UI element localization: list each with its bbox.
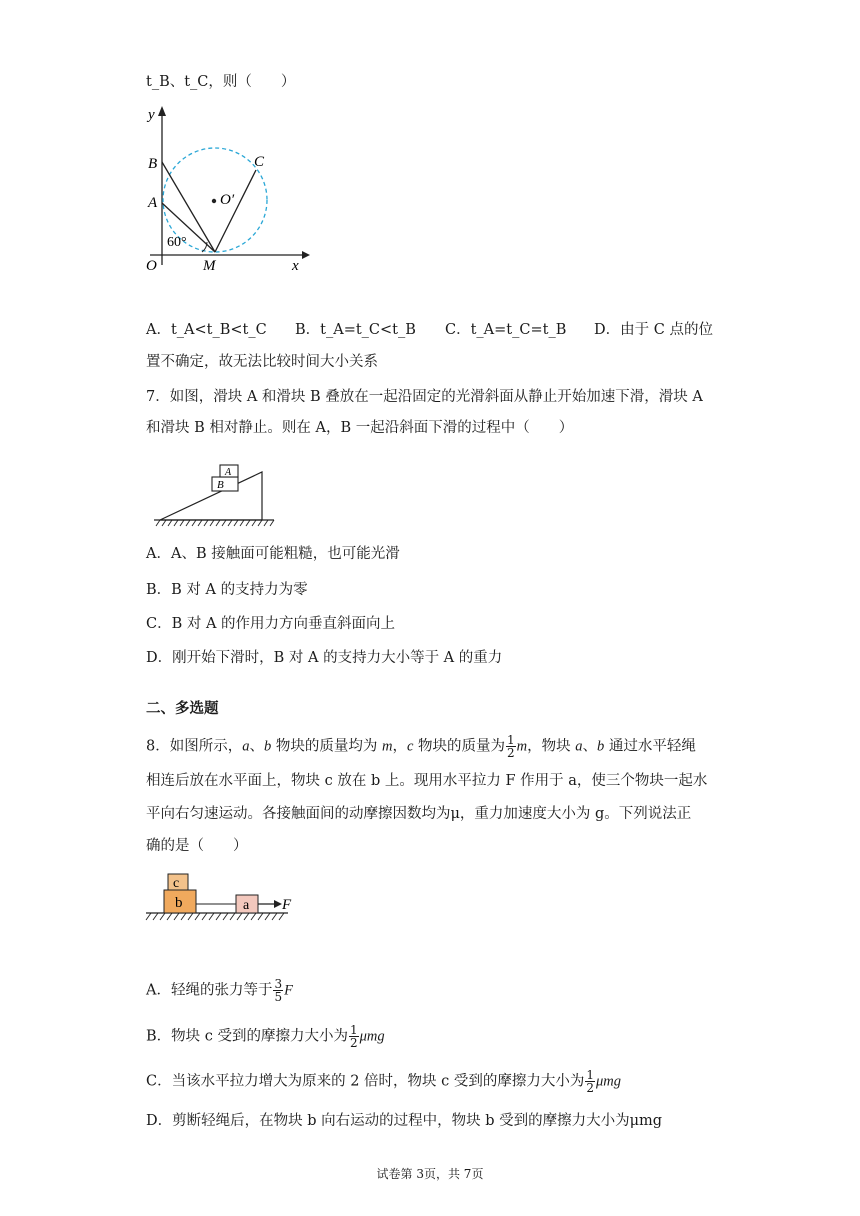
page-footer: 试卷第 3页，共 7页: [376, 1167, 484, 1181]
q8-option-c: [146, 1069, 621, 1094]
ground-hatch: [156, 520, 274, 526]
q8-option-c-var: μmg: [596, 1073, 622, 1090]
label-a: A: [148, 195, 158, 211]
chord-mc: [215, 170, 256, 252]
q7-stem-line1: 7．如图，滑块 A 和滑块 B 叠放在一起沿固定的光滑斜面从静止开始加速下滑，滑块 A: [146, 389, 703, 405]
q8-fraction-half: [506, 734, 516, 759]
q8-stem-line1: [146, 734, 696, 759]
q6-option-c: C．t_A=t_C=t_B: [445, 322, 567, 338]
q8-var-b2: b: [596, 738, 605, 755]
q8-option-b-text: B．物块 c 受到的摩擦力大小为: [146, 1028, 348, 1045]
q8-var-a: a: [242, 738, 250, 755]
frac-num: 1: [350, 1023, 358, 1037]
q8-option-a-var: F: [284, 982, 293, 999]
q8-stem-line3: 平向右匀速运动。各接触面间的动摩擦因数均为μ，重力加速度大小为 g。下列说法正: [146, 806, 692, 822]
q8-frac-num: 1: [506, 733, 515, 747]
frac-den: 2: [350, 1036, 358, 1050]
label-angle: 60°: [167, 235, 187, 250]
q8-var-a2: a: [575, 738, 583, 755]
q8-option-a: [146, 978, 293, 1003]
block-b-label: b: [175, 895, 183, 911]
block-b: [212, 477, 238, 491]
label-center: O′: [220, 192, 235, 208]
label-o: O: [146, 258, 157, 274]
q8-stem-text2: 物块的质量均为: [271, 738, 382, 755]
block-a-label: A: [225, 467, 232, 478]
label-m: M: [203, 258, 216, 274]
label-b: B: [148, 156, 158, 172]
label-y: y: [148, 107, 155, 123]
q8-var-c: c: [406, 738, 414, 755]
q6-option-a: A．t_A<t_B<t_C: [146, 322, 267, 338]
x-axis-arrow-icon: [302, 251, 310, 259]
q6-option-d: D．由于 C 点的位: [594, 322, 713, 338]
center-dot: [212, 199, 216, 203]
frac-den: 2: [586, 1081, 595, 1095]
q8-option-c-fraction: [585, 1069, 595, 1094]
q8-var-m2: m: [516, 738, 528, 755]
q8-stem-text5: 通过水平轻绳: [604, 738, 696, 755]
q7-figure: [150, 460, 280, 530]
frac-num: 3: [274, 977, 283, 991]
y-axis-arrow-icon: [158, 106, 166, 116]
q8-option-d: D．剪断轻绳后，在物块 b 向右运动的过程中，物块 b 受到的摩擦力大小为μmg: [146, 1113, 663, 1129]
q7-option-c: C．B 对 A 的作用力方向垂直斜面向上: [146, 616, 396, 632]
floor-hatch: [146, 913, 284, 920]
q8-stem-text3: 物块的质量为: [413, 738, 505, 755]
q6-option-b: B．t_A=t_C<t_B: [295, 322, 416, 338]
block-c-label: c: [173, 876, 180, 891]
q8-stem-sep: 、: [249, 738, 264, 755]
q8-stem-text: 8．如图所示，: [146, 738, 243, 755]
q8-var-m: m: [381, 738, 393, 755]
q8-option-b-fraction: [349, 1024, 359, 1049]
q7-option-a: A．A、B 接触面可能粗糙，也可能光滑: [146, 546, 400, 562]
q8-frac-den: 2: [506, 746, 515, 760]
q8-option-a-text: A．轻绳的张力等于: [146, 982, 273, 999]
incline: [160, 472, 262, 520]
q8-option-b: [146, 1024, 385, 1049]
section-title: 二、多选题: [146, 700, 219, 717]
q8-stem-comma: ，: [392, 738, 407, 755]
q8-stem-line2: 相连后放在水平面上，物块 c 放在 b 上。现用水平拉力 F 作用于 a，使三个物块一起水: [146, 773, 708, 789]
q6-option-d-cont: 置不确定，故无法比较时间大小关系: [146, 354, 378, 370]
frac-num: 1: [586, 1068, 595, 1082]
q6-figure: [140, 100, 320, 275]
frac-den: 5: [274, 990, 283, 1004]
force-arrow-icon: [274, 900, 282, 908]
q7-option-d: D．刚开始下滑时，B 对 A 的支持力大小等于 A 的重力: [146, 650, 503, 666]
q6-stem-tail: t_B、t_C，则（ ）: [146, 74, 296, 90]
q8-option-c-text: C．当该水平拉力增大为原来的 2 倍时，物块 c 受到的摩擦力大小为: [146, 1073, 585, 1090]
q7-option-b: B．B 对 A 的支持力为零: [146, 582, 308, 598]
label-x: x: [292, 258, 299, 274]
q8-stem-line4: 确的是（ ）: [146, 838, 248, 854]
q8-var-b: b: [263, 738, 272, 755]
q8-option-b-var: μmg: [359, 1028, 385, 1045]
q8-option-a-fraction: [273, 978, 283, 1003]
force-label: F: [282, 897, 292, 913]
label-c: C: [254, 154, 265, 170]
block-b-label: B: [217, 479, 224, 491]
q8-figure: [142, 868, 302, 928]
q7-stem-line2: 和滑块 B 相对静止。则在 A，B 一起沿斜面下滑的过程中（ ）: [146, 420, 574, 436]
q8-stem-sep2: 、: [582, 738, 597, 755]
block-a-label: a: [243, 898, 250, 913]
q8-stem-text4: ，物块: [527, 738, 576, 755]
